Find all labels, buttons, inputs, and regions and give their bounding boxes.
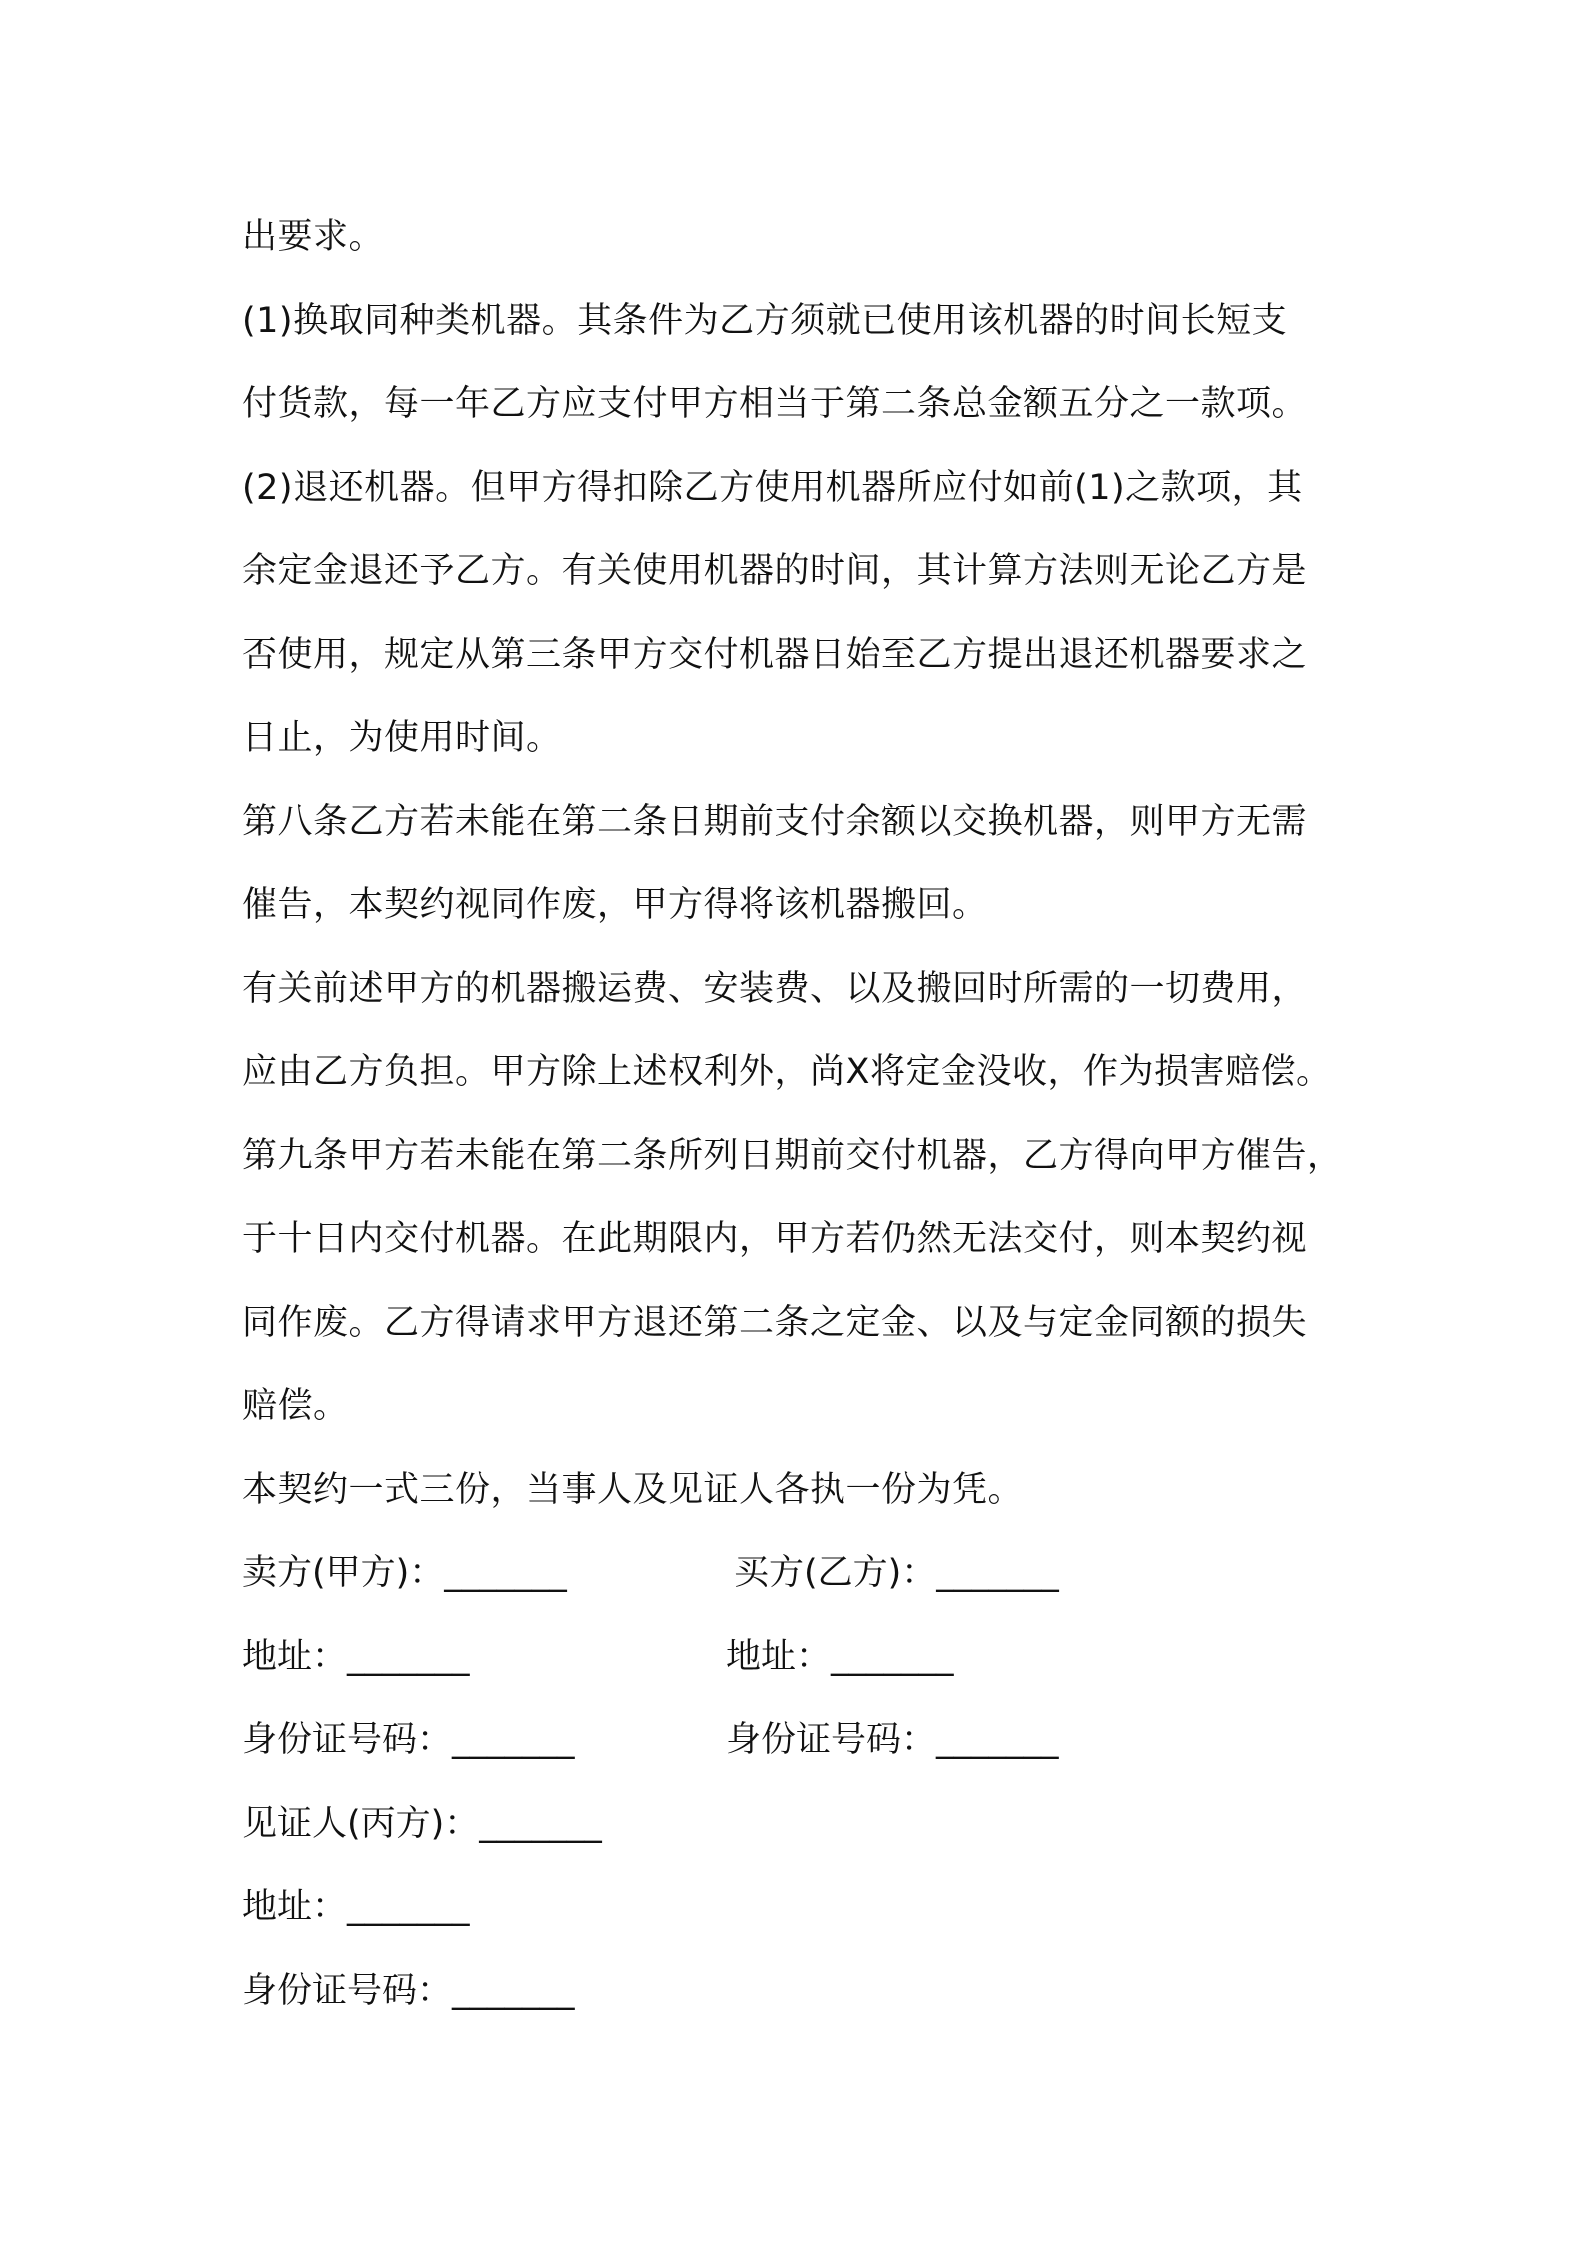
paragraph-line: 同作废。乙方得请求甲方退还第二条之定金、以及与定金同额的损失 [242,1302,1308,1343]
paragraph-line: 于十日内交付机器。在此期限内，甲方若仍然无法交付，则本契约视 [242,1219,1308,1259]
seller-id-field: 身份证号码：_______ [242,1720,575,1760]
witness-id-field: 身份证号码：_______ [242,1970,575,2011]
witness-signature-field: 见证人(丙方)：_______ [242,1803,602,1844]
signature-row-id [242,1699,1402,1783]
paragraph-line: (2)退还机器。但甲方得扣除乙方使用机器所应付如前(1)之款项，其 [242,467,1303,508]
article-eight-line: 第八条乙方若未能在第二条日期前支付余额以交换机器，则甲方无需 [242,801,1308,842]
signature-row-witness-address [242,1866,1402,1950]
signature-row-witness [242,1783,1402,1867]
article-nine-line: 第九条甲方若未能在第二条所列日期前交付机器，乙方得向甲方催告， [242,1135,1343,1176]
buyer-id-field: 身份证号码：_______ [726,1720,1059,1760]
paragraph-line: 赔偿。 [242,1386,349,1426]
seller-address-field: 地址：_______ [242,1636,470,1677]
paragraph-line: (1)换取同种类机器。其条件为乙方须就已使用该机器的时间长短支 [242,300,1288,341]
witness-address-field: 地址：_______ [242,1887,470,1927]
paragraph-line: 出要求。 [242,217,385,257]
copies-statement: 本契约一式三份，当事人及见证人各执一份为凭。 [242,1469,1024,1510]
buyer-address-field: 地址：_______ [726,1636,954,1677]
paragraph-line: 余定金退还予乙方。有关使用机器的时间，其计算方法则无论乙方是 [242,551,1308,591]
paragraph-line: 付货款，每一年乙方应支付甲方相当于第二条总金额五分之一款项。 [242,384,1308,424]
signature-row-witness-id [242,1950,1402,2034]
paragraph-line: 有关前述甲方的机器搬运费、安装费、以及搬回时所需的一切费用， [242,968,1308,1009]
paragraph-line: 日止，为使用时间。 [242,718,562,758]
signature-row-address [242,1616,1402,1700]
paragraph-line: 催告，本契约视同作废，甲方得将该机器搬回。 [242,885,988,925]
buyer-signature-field: 买方(乙方)：_______ [734,1553,1059,1593]
paragraph-line: 否使用，规定从第三条甲方交付机器日始至乙方提出退还机器要求之 [242,634,1308,675]
paragraph-line: 应由乙方负担。甲方除上述权利外，尚X将定金没收，作为损害赔偿。 [242,1052,1332,1092]
seller-signature-field: 卖方(甲方)：_______ [242,1553,567,1593]
contract-body [242,196,1402,2033]
signature-row-parties [242,1532,1402,1616]
